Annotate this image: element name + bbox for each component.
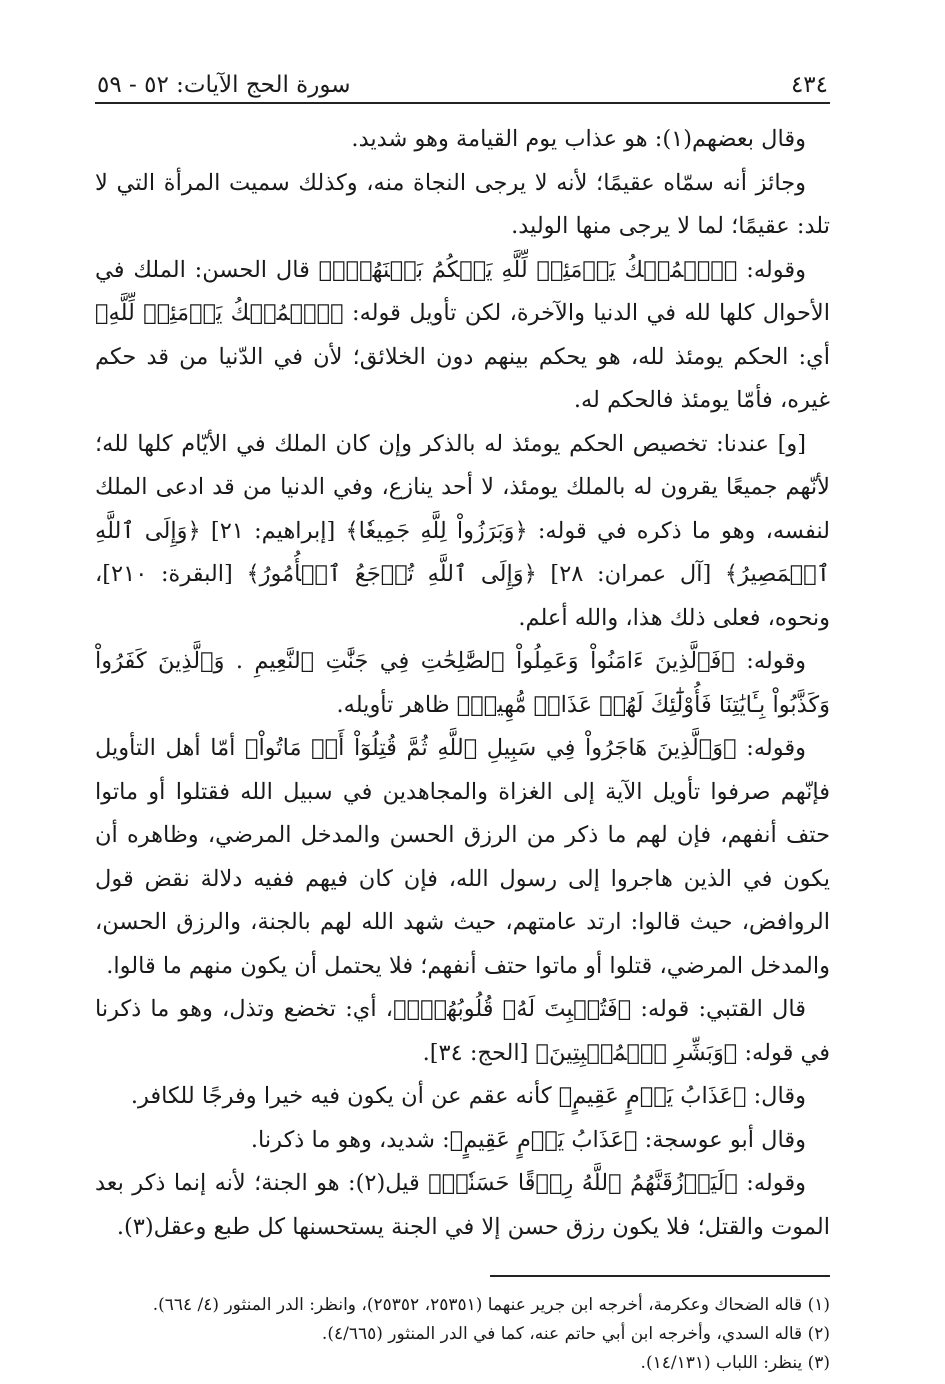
paragraph: وقال أبو عوسجة: ﴿عَذَابُ يَوۡمٍ عَقِيمٍ﴾: شديد، وهو ما ذكرنا.	[250, 1126, 806, 1153]
footnotes	[95, 1291, 830, 1378]
page-number: ٤٣٤	[790, 72, 828, 98]
paragraph: [و] عندنا: تخصيص الحكم يومئذ له بالذكر وإن كان الملك في الأيّام كلها لله؛ لأنّهم جميعًا يقرون له بالملك يومئذ، لا أحد ينازع، وفي الدنيا من قد ادعى الملك لنفسه، وهو ما ذكره في قوله: ﴿وَبَرَزُواْ لِلَّهِ جَمِيعٗا﴾ [إبراهيم: ٢١] ﴿وَإِلَى ٱللَّهِ ٱلۡمَصِيرُ﴾ [آل عمران: ٢٨] ﴿وَإِلَى ٱللَّهِ تُرۡجَعُ ٱلۡأُمُورُ﴾ [البقرة: ٢١٠]، ونحوه، فعلى ذلك هذا، والله أعلم.	[95, 430, 830, 631]
page-header	[95, 58, 830, 104]
paragraph: وقال: ﴿عَذَابُ يَوۡمٍ عَقِيمٍ﴾ كأنه عقم عن أن يكون فيه خيرا وفرجًا للكافر.	[130, 1083, 806, 1109]
footnote: (٣) ينظر: اللباب (١٤/١٣١).	[640, 1353, 830, 1373]
paragraph: وقال بعضهم(١): هو عذاب يوم القيامة وهو شديد.	[351, 126, 806, 152]
paragraph: وقوله: ﴿ٱلۡمُلۡكُ يَوۡمَئِذٖ لِّلَّهِ يَحۡكُمُ بَيۡنَهُمۡۚ﴾ قال الحسن: الملك في الأحوال كلها لله في الدنيا والآخرة، لكن تأويل قوله: ﴿ٱلۡمُلۡكُ يَوۡمَئِذٖ لِّلَّهِ﴾ أي: الحكم يومئذ لله، هو يحكم بينهم دون الخلائق؛ لأن في الدّنيا من قد حكم غيره، فأمّا يومئذ فالحكم له.	[95, 256, 830, 413]
footnote: (١) قاله الضحاك وعكرمة، أخرجه ابن جرير عنهما (٢٥٣٥١، ٢٥٣٥٢)، وانظر: الدر المنثور (٤/ ٦٦٤).	[152, 1295, 830, 1315]
running-title: سورة الحج الآيات: ٥٢ - ٥٩	[97, 72, 351, 98]
paragraph: وقوله: ﴿فَٱلَّذِينَ ءَامَنُواْ وَعَمِلُواْ ٱلصَّٰلِحَٰتِ فِي جَنَّٰتِ ٱلنَّعِيمِ . وَٱلَّذِينَ كَفَرُواْ وَكَذَّبُواْ بِـَٔايَٰتِنَا فَأُوْلَٰٓئِكَ لَهُمۡ عَذَابٞ مُّهِينٞ﴾ ظاهر تأويله.	[95, 648, 830, 718]
book-page	[95, 58, 830, 1373]
paragraph: قال القتبي: قوله: ﴿فَتُخۡبِتَ لَهُۥ قُلُوبُهُمۡۗ﴾، أي: تخضع وتذل، وهو ما ذكرنا في قوله: ﴿وَبَشِّرِ ٱلۡمُخۡبِتِينَ﴾ [الحج: ٣٤].	[95, 996, 830, 1066]
paragraph: وقوله: ﴿وَٱلَّذِينَ هَاجَرُواْ فِي سَبِيلِ ٱللَّهِ ثُمَّ قُتِلُوٓاْ أَوۡ مَاتُواْ﴾ أمّا أهل التأويل فإنّهم صرفوا تأويل الآية إلى الغزاة والمجاهدين في سبيل الله فقتلوا أو ماتوا حتف أنفهم، فإن لهم ما ذكر من الرزق الحسن والمدخل المرضي، وظاهره أن يكون في الذين هاجروا إلى رسول الله، فإن كان فيهم ففيه دلالة نقض قول الروافض، حيث قالوا: ارتد عامتهم، حيث شهد الله لهم بالجنة، والرزق الحسن، والمدخل المرضي، قتلوا أو ماتوا حتف أنفهم؛ فلا يحتمل أن يكون منهم ما قالوا.	[95, 735, 830, 979]
footnote-separator	[490, 1275, 830, 1277]
footnote: (٢) قاله السدي، وأخرجه ابن أبي حاتم عنه، كما في الدر المنثور (٤/٦٦٥).	[321, 1324, 830, 1344]
paragraph: وقوله: ﴿لَيَرۡزُقَنَّهُمُ ٱللَّهُ رِزۡقًا حَسَنٗاۚ﴾ قيل(٢): هو الجنة؛ لأنه إنما ذكر بعد الموت والقتل؛ فلا يكون رزق حسن إلا في الجنة يستحسنها كل طبع وعقل(٣).	[95, 1170, 830, 1240]
paragraph: وجائز أنه سمّاه عقيمًا؛ لأنه لا يرجى النجاة منه، وكذلك سميت المرأة التي لا تلد: عقيمًا؛ لما لا يرجى منها الوليد.	[95, 169, 830, 239]
main-text	[95, 118, 830, 1249]
